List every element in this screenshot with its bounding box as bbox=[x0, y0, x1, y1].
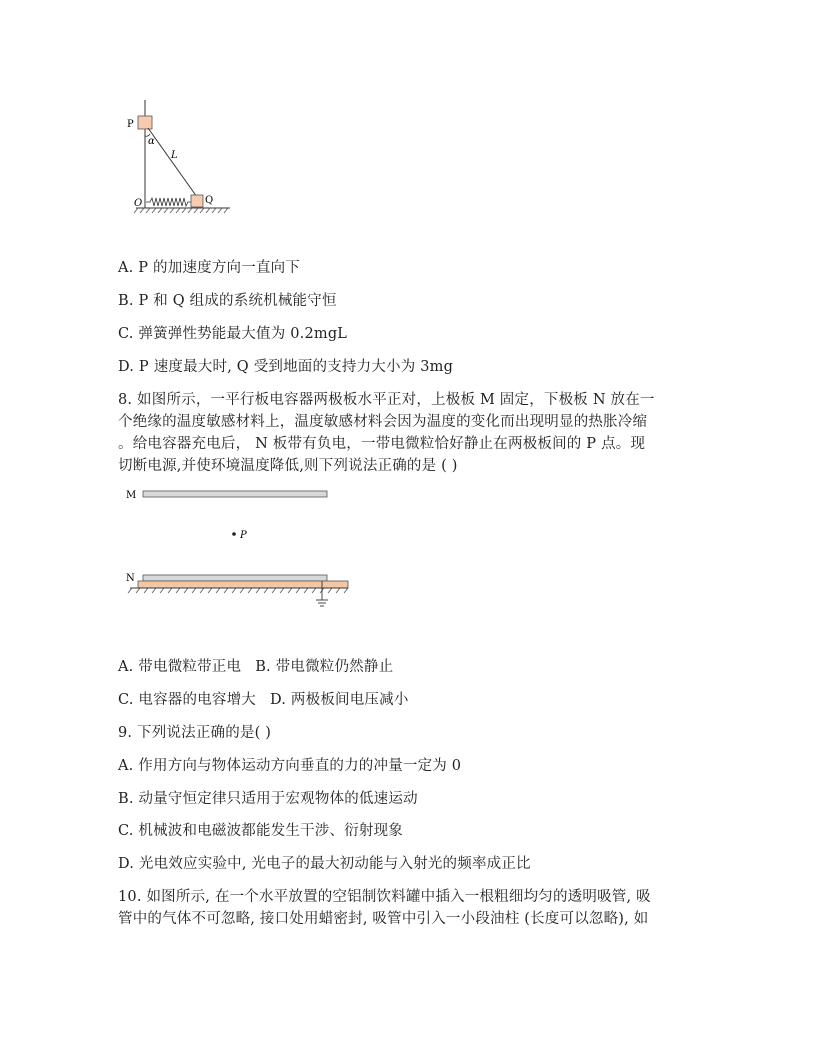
spring bbox=[146, 198, 192, 206]
q9-option-d: D. 光电效应实验中, 光电子的最大初动能与入射光的频率成正比 bbox=[118, 856, 531, 872]
q8-options-row-2 bbox=[118, 690, 409, 710]
q7-option-d: D. P 速度最大时, Q 受到地面的支持力大小为 3mg bbox=[118, 359, 454, 375]
label-p: P bbox=[240, 530, 247, 541]
q7-option-b: B. P 和 Q 组成的系统机械能守恒 bbox=[118, 293, 337, 309]
light-rod-l bbox=[148, 128, 197, 197]
block-p bbox=[138, 116, 152, 129]
q8-stem-line-1: 8. 如图所示，一平行板电容器两极板水平正对，上极板 M 固定，下极板 N 放在一 bbox=[118, 392, 655, 408]
base-hatching bbox=[128, 588, 348, 593]
q8-stem-line-3: 。给电容器充电后， N 板带有负电，一带电微粒恰好静止在两极板间的 P 点。现 bbox=[118, 436, 646, 452]
q8-stem-line-4: 切断电源,并使环境温度降低,则下列说法正确的是 ( ) bbox=[118, 458, 458, 474]
label-p: P bbox=[127, 119, 134, 130]
q10-stem-line-1: 10. 如图所示, 在一个水平放置的空铝制饮料罐中插入一根粗细均匀的透明吸管, 吸 bbox=[118, 889, 651, 905]
q8-option-d: D. 两极板间电压减小 bbox=[270, 692, 409, 708]
ground-hatching bbox=[134, 208, 228, 213]
q7-option-a: A. P 的加速度方向一直向下 bbox=[118, 260, 301, 276]
temperature-sensitive-material bbox=[138, 581, 348, 588]
q9-stem: 9. 下列说法正确的是( ) bbox=[118, 725, 272, 741]
q8-option-a: A. 带电微粒带正电 bbox=[118, 659, 242, 675]
q7-option-c: C. 弹簧弹性势能最大值为 0.2mgL bbox=[118, 326, 348, 342]
label-alpha: α bbox=[148, 136, 155, 147]
label-l: L bbox=[171, 150, 178, 161]
q9-option-c: C. 机械波和电磁波都能发生干涉、衍射现象 bbox=[118, 823, 403, 839]
label-o: O bbox=[134, 198, 143, 209]
label-q: Q bbox=[205, 195, 214, 206]
q9-option-a: A. 作用方向与物体运动方向垂直的力的冲量一定为 0 bbox=[118, 758, 462, 774]
capacitor-figure bbox=[118, 482, 358, 612]
rod-spring-figure bbox=[118, 96, 238, 216]
q8-option-c: C. 电容器的电容增大 bbox=[118, 692, 256, 708]
q10-stem-line-2: 管中的气体不可忽略, 接口处用蜡密封, 吸管中引入一小段油柱 (长度可以忽略), 如 bbox=[118, 911, 649, 927]
block-q bbox=[191, 195, 203, 207]
point-p-dot bbox=[232, 532, 236, 536]
q8-stem-line-2: 个绝缘的温度敏感材料上，温度敏感材料会因为温度的变化而出现明显的热胀冷缩 bbox=[118, 414, 648, 430]
label-m: M bbox=[126, 490, 137, 501]
q8-option-b: B. 带电微粒仍然静止 bbox=[255, 659, 394, 675]
plate-m bbox=[143, 491, 327, 497]
plate-n bbox=[143, 575, 327, 581]
q8-options-row-1 bbox=[118, 657, 393, 677]
q9-option-b: B. 动量守恒定律只适用于宏观物体的低速运动 bbox=[118, 791, 418, 807]
label-n: N bbox=[126, 573, 135, 584]
